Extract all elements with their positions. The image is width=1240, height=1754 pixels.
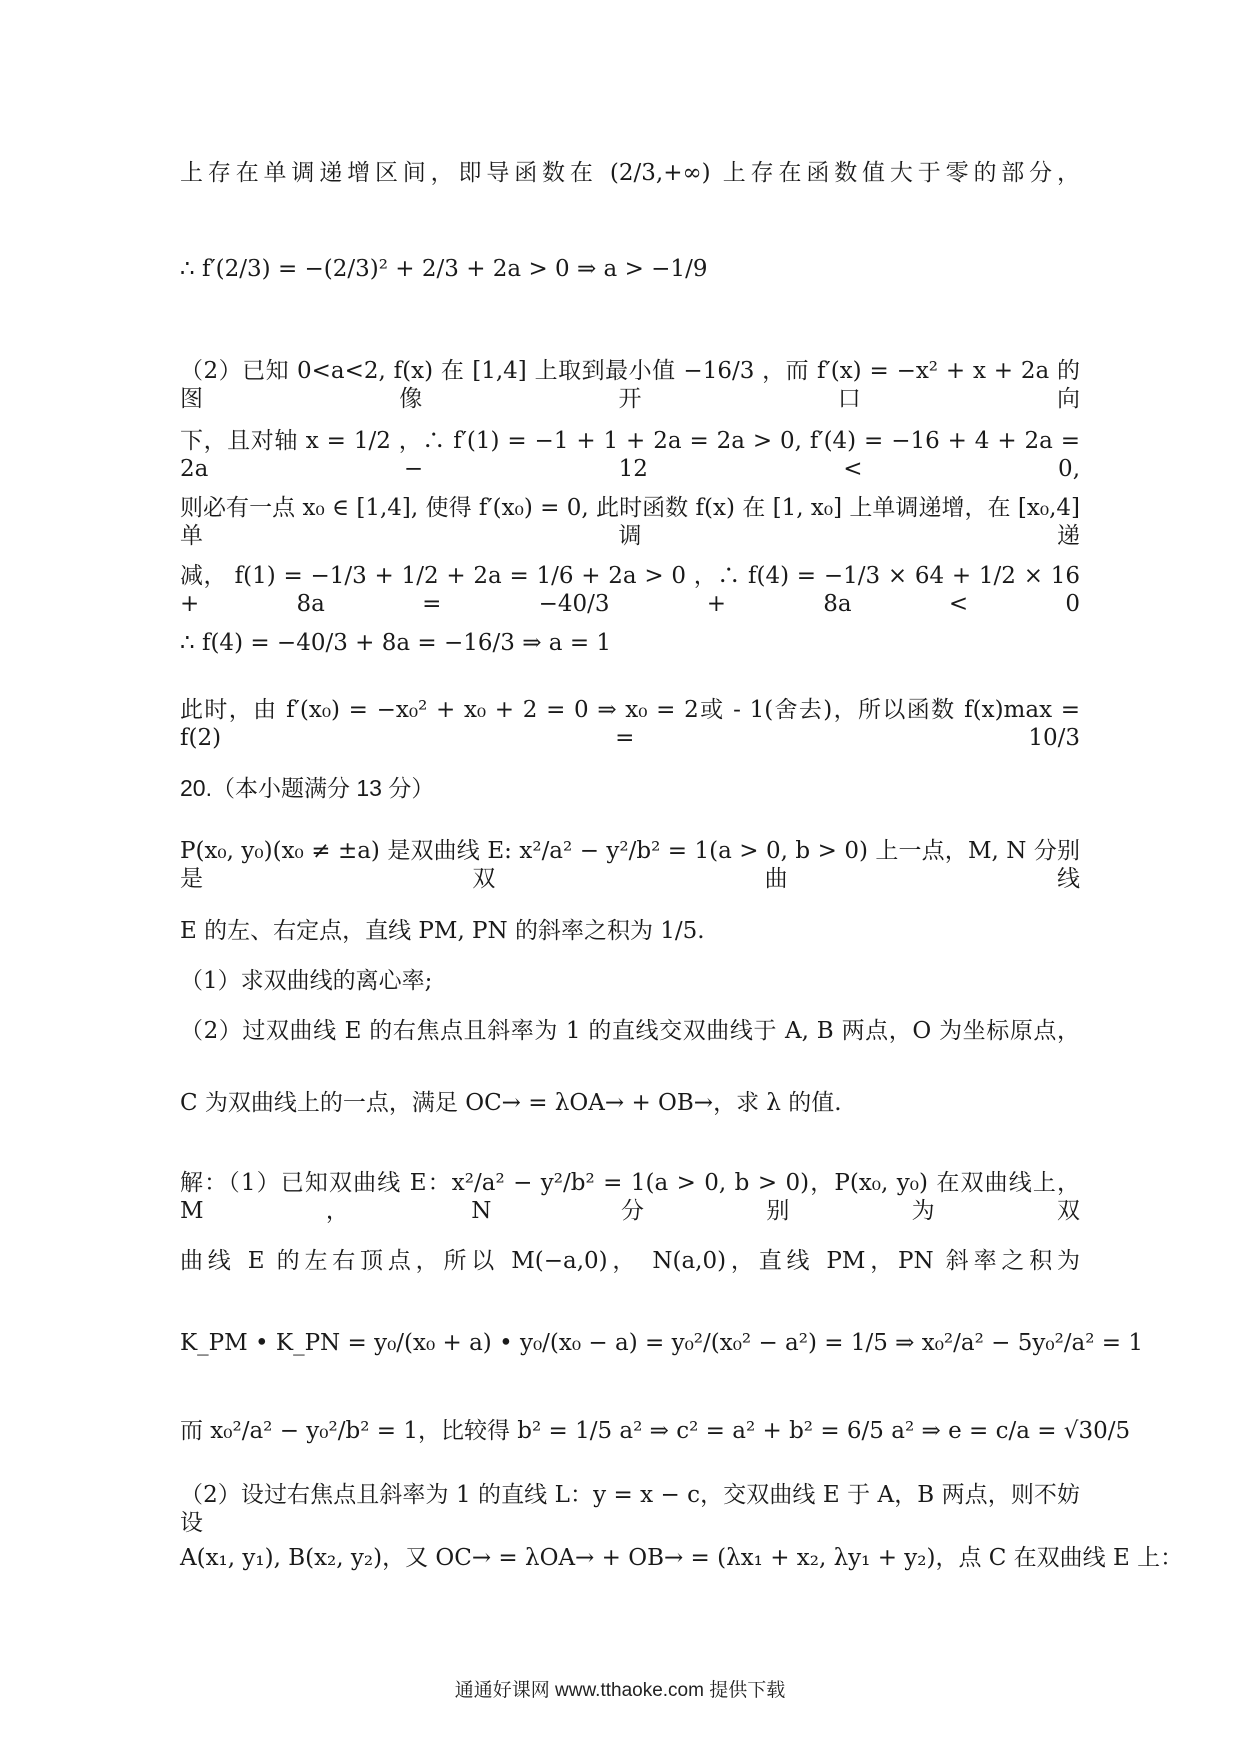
problem-line-4: （2）过双曲线 E 的右焦点且斜率为 1 的直线交双曲线于 A, B 两点，O 为坐标原点， <box>180 1018 1080 1044</box>
problem-heading: 20.（本小题满分 13 分） <box>180 775 435 801</box>
problem-line-3: （1）求双曲线的离心率; <box>180 968 433 994</box>
solution-line-2: 曲线 E 的左右顶点，所以 M(−a,0)， N(a,0)，直线 PM，PN 斜率之积为 <box>180 1248 1080 1274</box>
problem-line-2: E 的左、右定点，直线 PM, PN 的斜率之积为 1/5. <box>180 918 705 944</box>
solution-line-3: K_PM • K_PN = y₀/(x₀ + a) • y₀/(x₀ − a) = y₀²/(x₀² − a²) = 1/5 ⇒ x₀²/a² − 5y₀²/a² = 1 <box>180 1330 1144 1356</box>
text-line-3: （2）已知 0<a<2, f(x) 在 [1,4] 上取到最小值 −16/3 ，而 f′(x) = −x² + x + 2a 的图像开口向 <box>180 358 1080 412</box>
page-footer: 通通好课网 www.tthaoke.com 提供下载 <box>454 1680 786 1701</box>
solution-line-6: A(x₁, y₁), B(x₂, y₂)，又 OC→ = λOA→ + OB→ = (λx₁ + x₂, λy₁ + y₂)，点 C 在双曲线 E 上： <box>180 1545 1184 1571</box>
text-line-7: ∴ f(4) = −40/3 + 8a = −16/3 ⇒ a = 1 <box>180 630 612 656</box>
solution-line-5: （2）设过右焦点且斜率为 1 的直线 L：y = x − c，交双曲线 E 于 A，B 两点，则不妨设 <box>180 1482 1080 1536</box>
text-line-8: 此时，由 f′(x₀) = −x₀² + x₀ + 2 = 0 ⇒ x₀ = 2或 - 1(舍去)，所以函数 f(x)max = f(2) = 10/3 <box>180 697 1080 751</box>
problem-line-5: C 为双曲线上的一点，满足 OC→ = λOA→ + OB→，求 λ 的值. <box>180 1090 842 1116</box>
text-line-1: 上存在单调递增区间，即导函数在 (2/3,+∞) 上存在函数值大于零的部分， <box>180 160 1080 186</box>
text-line-6: 减， f(1) = −1/3 + 1/2 + 2a = 1/6 + 2a > 0 ，∴ f(4) = −1/3 × 64 + 1/2 × 16 + 8a = −40/3 + 8a < 0 <box>180 563 1080 617</box>
text-line-4: 下，且对轴 x = 1/2 ，∴ f′(1) = −1 + 1 + 2a = 2a > 0, f′(4) = −16 + 4 + 2a = 2a − 12 < 0, <box>180 428 1080 482</box>
solution-line-1: 解：（1）已知双曲线 E：x²/a² − y²/b² = 1(a > 0, b > 0)，P(x₀, y₀) 在双曲线上，M，N 分别为双 <box>180 1170 1080 1224</box>
solution-line-4: 而 x₀²/a² − y₀²/b² = 1，比较得 b² = 1/5 a² ⇒ c² = a² + b² = 6/5 a² ⇒ e = c/a = √30/5 <box>180 1418 1131 1444</box>
text-line-5: 则必有一点 x₀ ∈ [1,4], 使得 f′(x₀) = 0, 此时函数 f(x) 在 [1, x₀] 上单调递增，在 [x₀,4] 单调递 <box>180 495 1080 549</box>
text-line-2: ∴ f′(2/3) = −(2/3)² + 2/3 + 2a > 0 ⇒ a > −1/9 <box>180 256 708 282</box>
problem-line-1: P(x₀, y₀)(x₀ ≠ ±a) 是双曲线 E: x²/a² − y²/b² = 1(a > 0, b > 0) 上一点，M, N 分别是双曲线 <box>180 838 1080 892</box>
